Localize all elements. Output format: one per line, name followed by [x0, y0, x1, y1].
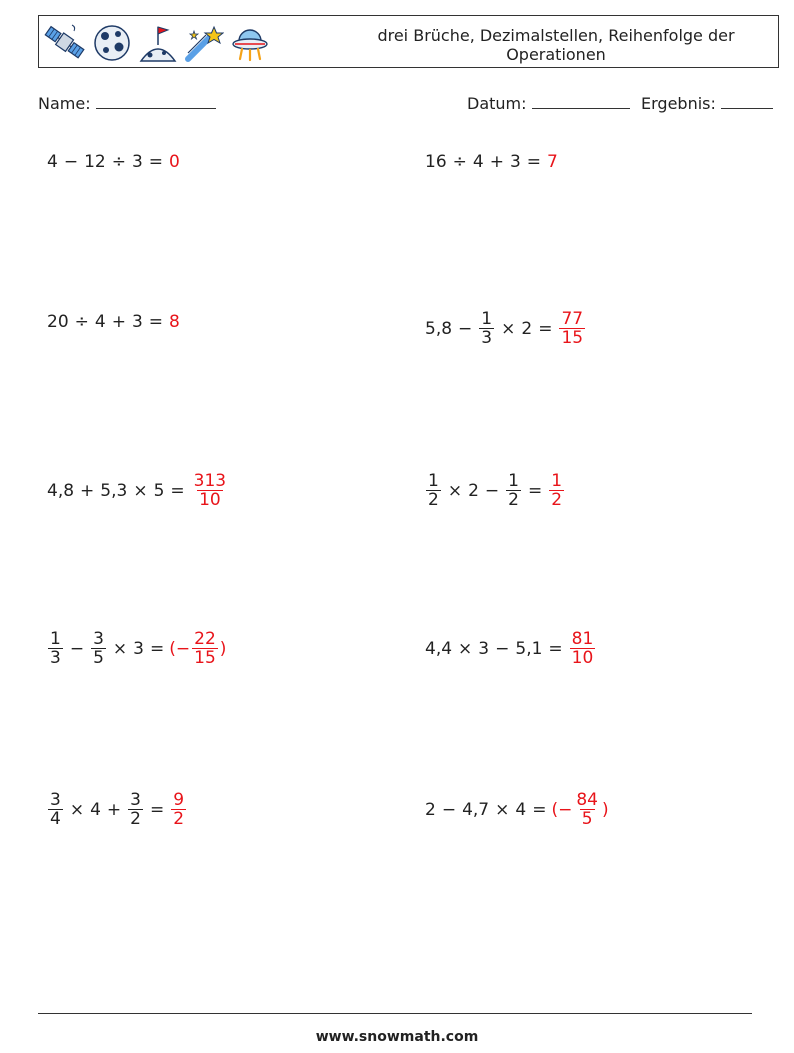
numerator: 81 — [571, 629, 594, 649]
operator: − — [458, 319, 473, 339]
answer-fraction — [559, 310, 585, 348]
denominator: 5 — [93, 648, 104, 668]
problem-5 — [46, 466, 230, 516]
numerator: 313 — [193, 471, 227, 491]
problem-1 — [46, 137, 181, 187]
term: 3 — [478, 639, 490, 659]
denominator: 10 — [199, 490, 221, 510]
result-label: Ergebnis: — [641, 94, 716, 113]
numerator: 1 — [428, 471, 439, 491]
term: 5,3 — [100, 481, 128, 501]
problem-3 — [46, 297, 181, 347]
term: 5,8 — [425, 319, 453, 339]
operator: × — [69, 800, 85, 820]
answer-fraction — [570, 630, 596, 668]
numerator: 1 — [551, 471, 563, 491]
result-blank[interactable] — [721, 95, 773, 109]
date-field — [467, 94, 630, 113]
numerator: 1 — [481, 309, 493, 329]
term: 4 — [94, 312, 106, 332]
term: 2 — [468, 481, 479, 501]
answer-fraction — [192, 630, 218, 668]
operator: − — [69, 639, 85, 659]
term: 5,1 — [515, 639, 543, 659]
operator: + — [106, 800, 122, 820]
operator: + — [111, 312, 126, 332]
problem-2 — [424, 137, 559, 187]
operator: × — [133, 481, 148, 501]
term: 4,7 — [462, 800, 490, 820]
equals-sign: = — [148, 312, 164, 332]
operator: − — [495, 639, 510, 659]
equals-sign: = — [548, 639, 563, 659]
fraction — [91, 630, 106, 668]
answer-fraction — [171, 791, 186, 829]
answer-paren: ) — [219, 639, 227, 659]
equals-sign: = — [532, 800, 547, 820]
operator: × — [495, 800, 510, 820]
numerator: 3 — [130, 790, 141, 810]
operator: − — [63, 152, 79, 172]
answer-fraction — [549, 472, 564, 510]
answer: 0 — [169, 152, 180, 172]
denominator: 10 — [571, 648, 594, 668]
operator: + — [80, 481, 95, 501]
numerator: 22 — [194, 629, 216, 649]
operator: × — [447, 481, 463, 501]
equals-sign: = — [149, 800, 165, 820]
shooting-star-icon — [184, 23, 224, 63]
equals-sign: = — [148, 152, 164, 172]
answer: 8 — [169, 312, 180, 332]
equals-sign: = — [538, 319, 553, 339]
term: 3 — [133, 639, 144, 659]
operator: × — [501, 319, 516, 339]
numerator: 1 — [50, 629, 61, 649]
operator: × — [112, 639, 128, 659]
fraction — [48, 791, 63, 829]
answer: 7 — [547, 152, 558, 172]
moon-ball-icon — [92, 23, 132, 63]
header-icons — [42, 20, 270, 66]
answer-sign: (− — [551, 800, 573, 820]
term: 4 — [515, 800, 527, 820]
denominator: 2 — [551, 490, 563, 510]
fraction — [506, 472, 521, 510]
term: 4 — [90, 800, 101, 820]
term: 3 — [509, 152, 521, 172]
numerator: 1 — [508, 471, 519, 491]
term: 2 — [425, 800, 436, 820]
numerator: 84 — [576, 790, 598, 810]
term: 5 — [153, 481, 165, 501]
operator: × — [458, 639, 473, 659]
numerator: 3 — [50, 790, 61, 810]
numerator: 77 — [561, 309, 584, 329]
operator: + — [489, 152, 504, 172]
answer-sign: (− — [169, 639, 191, 659]
date-label: Datum: — [467, 94, 527, 113]
equals-sign: = — [149, 639, 165, 659]
worksheet-title: drei Brüche, Dezimalstellen, Reihenfolge der Operationen — [377, 26, 735, 64]
answer-paren: ) — [601, 800, 609, 820]
operator: ÷ — [111, 152, 126, 172]
denominator: 2 — [173, 809, 185, 829]
denominator: 3 — [481, 328, 493, 348]
denominator: 3 — [50, 648, 61, 668]
problem-10 — [424, 785, 609, 835]
term: 20 — [47, 312, 69, 332]
fraction — [48, 630, 63, 668]
denominator: 4 — [50, 809, 61, 829]
term: 16 — [425, 152, 447, 172]
denominator: 5 — [581, 809, 593, 829]
term: 4 — [47, 152, 58, 172]
answer-fraction — [574, 791, 600, 829]
operator: ÷ — [74, 312, 89, 332]
term: 4,4 — [425, 639, 453, 659]
date-blank[interactable] — [532, 95, 630, 109]
result-field — [641, 94, 773, 113]
denominator: 15 — [194, 648, 216, 668]
satellite-icon — [42, 23, 86, 63]
problem-6 — [424, 466, 566, 516]
operator: − — [441, 800, 457, 820]
problem-9 — [46, 785, 188, 835]
header-box — [38, 15, 779, 68]
denominator: 15 — [561, 328, 584, 348]
fraction — [128, 791, 143, 829]
denominator: 2 — [428, 490, 439, 510]
operator: − — [484, 481, 500, 501]
term: 4,8 — [47, 481, 75, 501]
name-blank[interactable] — [96, 95, 216, 109]
name-label: Name: — [38, 94, 91, 113]
term: 3 — [131, 312, 143, 332]
term: 4 — [472, 152, 484, 172]
term: 3 — [131, 152, 143, 172]
denominator: 2 — [130, 809, 141, 829]
footer-url[interactable]: www.snowmath.com — [315, 1029, 479, 1045]
operator: ÷ — [452, 152, 467, 172]
term: 12 — [84, 152, 106, 172]
problem-7 — [46, 624, 226, 674]
problem-4 — [424, 304, 587, 354]
numerator: 3 — [93, 629, 104, 649]
moon-flag-icon — [138, 23, 178, 63]
name-field — [38, 94, 216, 113]
term: 2 — [521, 319, 533, 339]
equals-sign: = — [527, 481, 543, 501]
denominator: 2 — [508, 490, 519, 510]
equals-sign: = — [170, 481, 185, 501]
fraction — [426, 472, 441, 510]
equals-sign: = — [526, 152, 542, 172]
ufo-icon — [230, 23, 270, 63]
numerator: 9 — [173, 790, 185, 810]
problem-8 — [424, 624, 597, 674]
answer-fraction — [192, 472, 228, 510]
fraction — [479, 310, 494, 348]
footer-divider — [38, 1013, 752, 1014]
